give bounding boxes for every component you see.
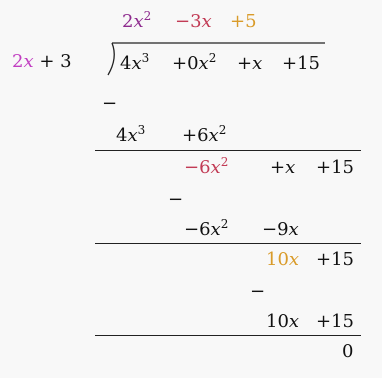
step-1-remainder-term-3: +15 [316,157,354,178]
step-2-rem-t1-var: x [288,249,300,270]
step-2-minus: − [168,189,184,210]
dividend-term-3 [237,54,262,74]
dividend-term-1-coef: 4 [120,53,132,74]
step-1-sub-t2-exp: 2 [218,123,227,137]
step-1-sub-t1-var: x [127,125,138,146]
step-2-sub-t1-var: x [210,219,221,240]
step-1-rem-t1-coef: −6 [184,157,211,178]
dividend-term-2-coef: +0 [172,53,199,74]
step-2-sub-t1-coef: −6 [184,219,211,240]
step-1-rem-t1-exp: 2 [220,155,229,169]
step-2-sub-t1-exp: 2 [220,217,229,231]
divisor-rest: + 3 [33,51,72,72]
step-1-remainder-term-1 [184,155,229,178]
dividend-term-1-var: x [131,53,142,74]
quotient-term-1-var: x [133,11,144,32]
step-3-minus: − [250,281,266,302]
quotient-term-3: +5 [230,11,257,32]
dividend-term-4: +15 [282,53,320,74]
step-3-subtrahend-term-2: +15 [316,311,354,332]
step-2-sub-t2-coef: −9 [262,219,289,240]
divisor-var: x [23,51,34,72]
step-1-remainder-term-2 [270,158,295,178]
step-1-sub-t2-var: x [208,125,219,146]
step-1-rem-t2-var: x [285,157,296,178]
step-2-rule [95,243,361,244]
step-1-rem-t1-var: x [210,157,221,178]
final-remainder: 0 [342,341,354,362]
step-1-rule [95,150,361,151]
step-1-sub-t1-coef: 4 [116,125,128,146]
quotient-term-1-exp: 2 [143,9,152,23]
step-3-sub-t1-var: x [288,311,300,332]
step-1-subtrahend-term-1 [116,123,146,146]
divisor-coef: 2 [12,51,24,72]
dividend-term-2-exp: 2 [208,51,217,65]
dividend-term-3-sign: + [237,53,253,74]
quotient-term-2-var: x [201,11,212,32]
dividend-term-1-exp: 3 [141,51,150,65]
quotient-term-2-coef: −3 [175,11,202,32]
step-2-subtrahend-term-1 [184,217,229,240]
step-1-sub-t1-exp: 3 [137,123,146,137]
step-2-rem-t1-coef: 10 [266,249,289,270]
step-2-remainder-term-2: +15 [316,249,354,270]
dividend-term-3-var: x [252,53,263,74]
dividend-term-2-var: x [198,53,209,74]
step-3-subtrahend-term-1 [266,312,299,332]
step-1-subtrahend-term-2 [182,123,227,146]
step-3-rule [95,335,361,336]
step-2-sub-t2-var: x [288,219,299,240]
step-3-sub-t1-coef: 10 [266,311,289,332]
step-2-remainder-term-1 [266,250,299,270]
step-2-subtrahend-term-2 [262,220,299,240]
quotient-term-1-coef: 2 [122,11,134,32]
step-1-minus: − [102,93,118,114]
dividend-term-2 [172,51,217,74]
step-1-sub-t2-coef: +6 [182,125,209,146]
step-1-rem-t2-sign: + [270,157,286,178]
dividend-term-1 [120,51,150,74]
